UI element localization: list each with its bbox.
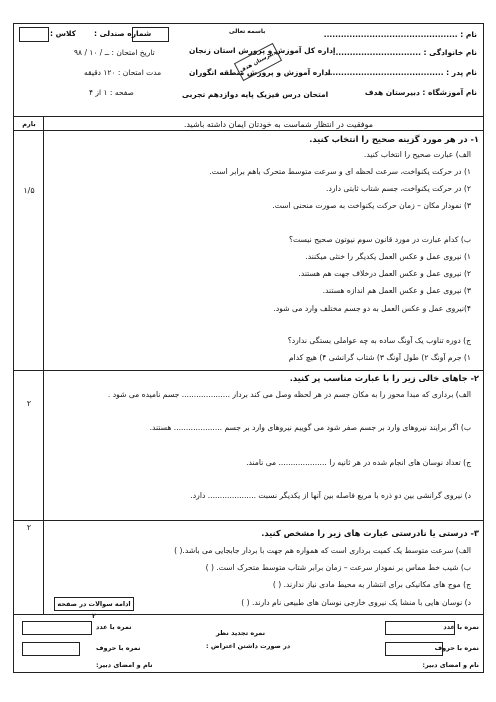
exam-title: امتحان درس فیزیک پایه دوازدهم تجربی (182, 90, 329, 99)
q3-score: ۲ (26, 523, 32, 532)
footer (14, 614, 483, 672)
exam-date: تاریخ امتحان : ــ / ۱۰ / ۹۸ (74, 48, 155, 57)
exam-sheet (13, 23, 484, 673)
page-number: صفحه : ۱ از ۴ (89, 88, 134, 97)
right-score-number-label: نمره با عدد (443, 623, 479, 631)
q3-title: ۳- درستی یا نادرستی عبارت های زیر را مشخص کنید. (261, 528, 479, 538)
divider (14, 370, 483, 371)
wish-text: موفقیت در انتظار شماست به خودتان ایمان داشته باشید. (183, 120, 373, 129)
q1-c-options[interactable]: ۱) جرم آونگ ۲) طول آونگ ۳) شتاب گرانشی ۴) هیچ کدام (288, 353, 471, 362)
father-line: نام پدر : ......................................... (326, 68, 477, 77)
q1-b-prompt: ب) کدام عبارت در مورد قانون سوم نیوتون صحیح نیست؟ (289, 235, 471, 244)
continue-note: ادامه سوالات در صفحه ۲ (54, 597, 134, 611)
q1-a-option-2[interactable]: ۲) در حرکت یکنواخت، جسم شتاب ثابتی دارد. (326, 184, 471, 193)
q2-item-b[interactable]: ب) اگر برایند نیروهای وارد بر جسم صفر شود می گوییم نیروهای وارد بر جسم .................... هستند. (149, 423, 471, 432)
left-score-number-label: نمره با عدد (96, 623, 132, 631)
right-signature-label: نام و امضای دبیر: (422, 661, 479, 669)
q1-title: ۱- در هر مورد گزینه صحیح را انتخاب کنید. (309, 134, 479, 144)
q3-item-a[interactable]: الف) سرعت متوسط یک کمیت برداری است که همواره هم جهت با بردار جابجایی می باشد.( ) (174, 546, 471, 555)
left-score-word-box[interactable] (22, 642, 80, 656)
q2-item-a[interactable]: الف) برداری که مبدا محور را به مکان جسم در هر لحظه وصل می کند بردار .................... جسم نامیده می شود . (107, 390, 471, 399)
class-label: کلاس : (50, 29, 77, 38)
org-line-1: اداره کل آموزش و پرورش استان زنجان (189, 46, 336, 55)
q2-item-c[interactable]: ج) تعداد نوسان های انجام شده در هر ثانیه را .................... می نامند. (246, 458, 471, 467)
q2-item-d[interactable]: د) نیروی گرانشی بین دو ذره با مربع فاصله بین آنها از یکدیگر نسبت .................... دارد. (190, 491, 471, 500)
q1-b-option-4[interactable]: ۴)نیروی عمل و عکس العمل به دو جسم مختلف وارد می شود. (273, 304, 471, 313)
q2-score: ۲ (26, 399, 32, 408)
name-line: نام : ............................................... (323, 30, 477, 39)
q1-b-option-2[interactable]: ۲) نیروی عمل و عکس العمل درخلاف جهت هم هستند. (298, 269, 471, 278)
exam-duration: مدت امتحان : ۱۲۰ دقیقه (84, 68, 162, 77)
q1-a-prompt: الف) عبارت صحیح را انتخاب کنید. (363, 150, 471, 159)
org-line-2: اداره آموزش و پرورش منطقه انگوران (189, 68, 331, 77)
seat-label: شماره صندلی : (94, 29, 152, 38)
q2-title: ۲- جاهای خالی زیر را با عبارت مناسب پر کنید. (289, 373, 479, 383)
divider (14, 520, 483, 521)
q3-item-b[interactable]: ب) شیب خط مماس بر نمودار سرعت – زمان برابر شتاب متوسط متحرک است. ( ) (205, 563, 471, 572)
q3-item-c[interactable]: ج) موج های مکانیکی برای انتشار به محیط مادی نیاز ندارند. ( ) (272, 580, 471, 589)
left-signature-label: نام و امضای دبیر: (96, 661, 153, 669)
score-header: بارم (22, 120, 36, 128)
family-line: نام خانوادگی : ............................... (332, 48, 477, 57)
q1-score: ۱/۵ (23, 186, 35, 195)
q3-item-d[interactable]: د) نوسان هایی با منشا یک نیروی خارجی نوسان های طبیعی نام دارند. ( ) (241, 598, 471, 607)
review-title: نمره تجدید نظر (216, 629, 266, 637)
right-score-word-label: نمره با حروف (434, 644, 479, 652)
bismillah: باسمه تعالی (229, 28, 266, 35)
header (14, 24, 483, 117)
q1-b-option-3[interactable]: ۳) نیروی عمل و عکس العمل هم اندازه هستند. (322, 286, 471, 295)
q1-a-option-1[interactable]: ۱) در حرکت یکنواخت، سرعت لحظه ای و سرعت متوسط متحرک باهم برابر است. (209, 167, 471, 176)
q1-c-prompt: ج) دوره تناوب یک آونگ ساده به چه عواملی بستگی ندارد؟ (287, 336, 471, 345)
review-subtitle: در صورت داشتن اعتراض : (206, 642, 291, 650)
left-score-word-label: نمره با حروف (96, 644, 141, 652)
divider (14, 130, 483, 131)
class-box[interactable] (19, 27, 49, 42)
q1-a-option-3[interactable]: ۳) نمودار مکان – زمان حرکت یکنواخت به صورت منحنی است. (272, 201, 471, 210)
school-stamp: دبیرستان هدف (234, 43, 282, 81)
left-score-number-box[interactable] (22, 621, 92, 635)
q1-b-option-1[interactable]: ۱) نیروی عمل و عکس العمل یکدیگر را خنثی میکنند. (305, 252, 471, 261)
school-line: نام آموزشگاه : دبیرستان هدف (364, 88, 477, 97)
